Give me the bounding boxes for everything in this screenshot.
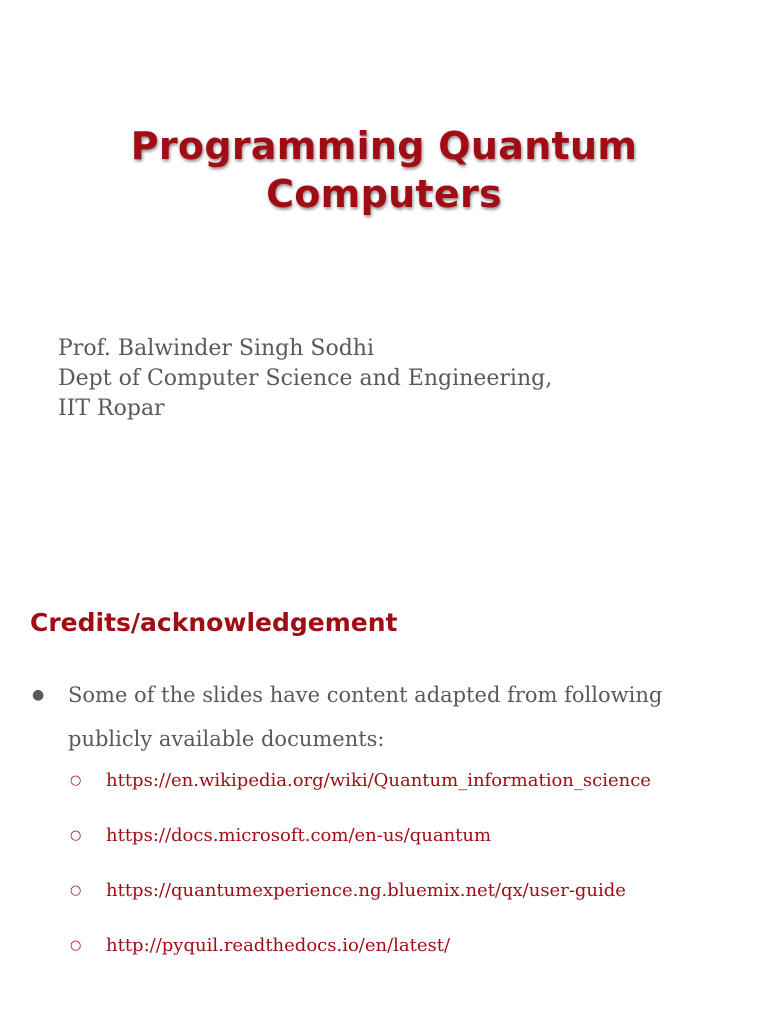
- source-link-list: [70, 762, 740, 982]
- pyquil-docs-link[interactable]: http://pyquil.readthedocs.io/en/latest/: [106, 935, 451, 956]
- author-institute: IIT Ropar: [58, 396, 165, 421]
- list-item: [70, 927, 740, 965]
- credits-heading: Credits/acknowledgement: [30, 608, 398, 637]
- hollow-circle-bullet-icon: ○: [70, 773, 82, 788]
- slide-title: Programming Quantum Computers: [130, 124, 638, 216]
- list-item: [70, 872, 740, 910]
- list-item: [70, 817, 740, 855]
- credits-bullet: [30, 673, 740, 761]
- filled-circle-bullet-icon: ●: [32, 687, 45, 703]
- author-department: Dept of Computer Science and Engineering,: [58, 366, 553, 391]
- author-info: [58, 334, 738, 424]
- hollow-circle-bullet-icon: ○: [70, 828, 82, 843]
- hollow-circle-bullet-icon: ○: [70, 938, 82, 953]
- author-name: Prof. Balwinder Singh Sodhi: [58, 336, 375, 361]
- hollow-circle-bullet-icon: ○: [70, 883, 82, 898]
- microsoft-docs-link[interactable]: https://docs.microsoft.com/en-us/quantum: [106, 825, 492, 846]
- ibm-quantum-experience-link[interactable]: https://quantumexperience.ng.bluemix.net/qx/user-guide: [106, 880, 626, 901]
- wikipedia-link[interactable]: https://en.wikipedia.org/wiki/Quantum_information_science: [106, 770, 651, 791]
- credits-bullet-text: Some of the slides have content adapted from following publicly available documents:: [68, 683, 663, 751]
- list-item: [70, 762, 740, 800]
